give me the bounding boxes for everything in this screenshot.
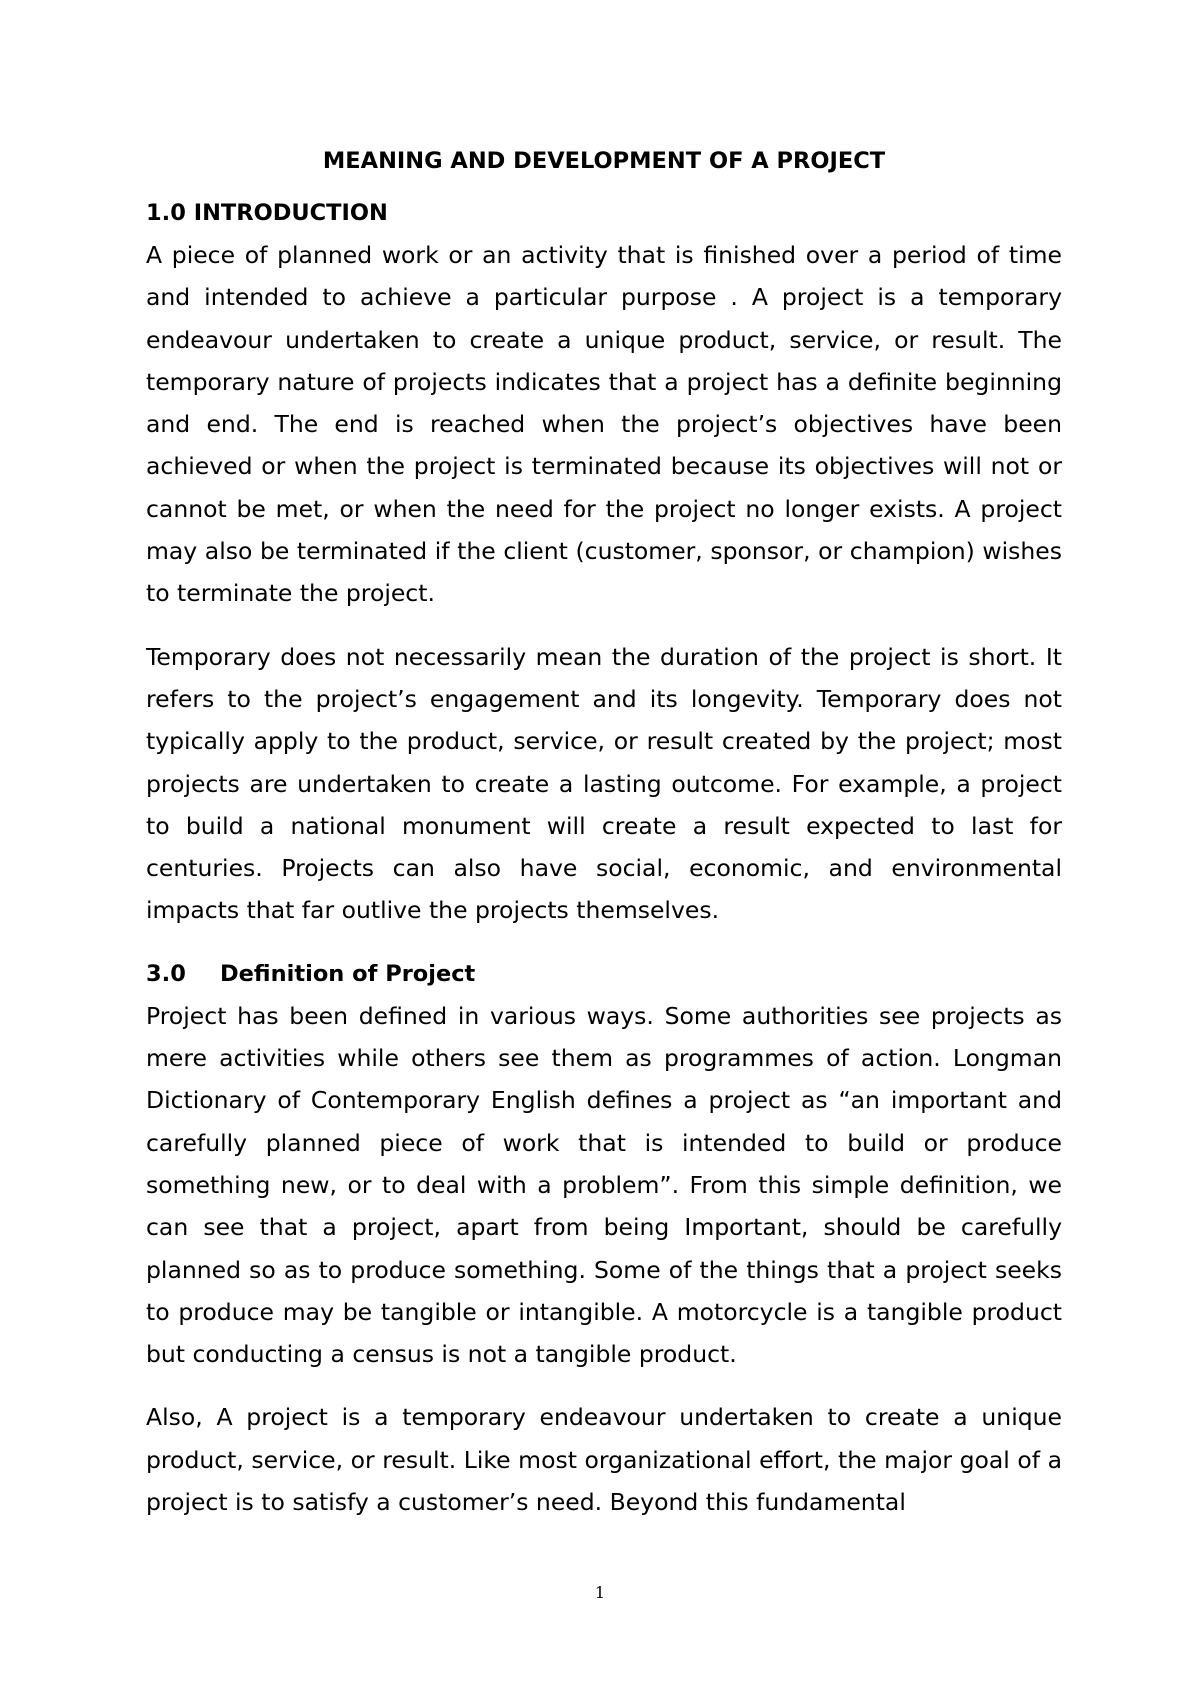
paragraph-definition-1: Project has been defined in various ways. Some authorities see projects as mere activities while others see them as programmes of action. Longman Dictionary of Contemporary English defines a project as “an important and carefully planned piece of work that is intended to build or produce something new, or to deal with a problem”. From this simple definition, we can see that a project, apart from being Important, should be carefully planned so as to produce something. Some of the things that a project seeks to produce may be tangible or intangible. A motorcycle is a tangible product but conducting a census is not a tangible product. (146, 1001, 1062, 1369)
section-heading-definition (146, 953, 1062, 995)
paragraph-definition-2: Also, A project is a temporary endeavour undertaken to create a unique product, service, or result. Like most organizational effort, the major goal of a project is to satisfy a customer’s need. Beyond this fundamental (146, 1403, 1062, 1517)
paragraph-introduction-2: Temporary does not necessarily mean the duration of the project is short. It refers to the project’s engagement and its longevity. Temporary does not typically apply to the product, service, or result created by the project; most projects are undertaken to create a lasting outcome. For example, a project to build a national monument will create a result expected to last for centuries. Projects can also have social, economic, and environmental impacts that far outlive the projects themselves. (146, 642, 1062, 925)
section-heading-number: 3.0 (146, 960, 186, 987)
paragraph-introduction-1: A piece of planned work or an activity that is finished over a period of time and intended to achieve a particular purpose . A project is a temporary endeavour undertaken to create a unique product, service, or result. The temporary nature of projects indicates that a project has a definite beginning and end. The end is reached when the project’s objectives have been achieved or when the project is terminated because its objectives will not or cannot be met, or when the need for the project no longer exists. A project may also be terminated if the client (customer, sponsor, or champion) wishes to terminate the project. (146, 241, 1062, 608)
document-title: MEANING AND DEVELOPMENT OF A PROJECT (322, 148, 886, 174)
section-heading-text: Definition of Project (220, 960, 476, 987)
section-heading-introduction: 1.0 INTRODUCTION (146, 200, 388, 226)
page-number: 1 (594, 1583, 606, 1602)
document-body (146, 140, 1062, 1523)
